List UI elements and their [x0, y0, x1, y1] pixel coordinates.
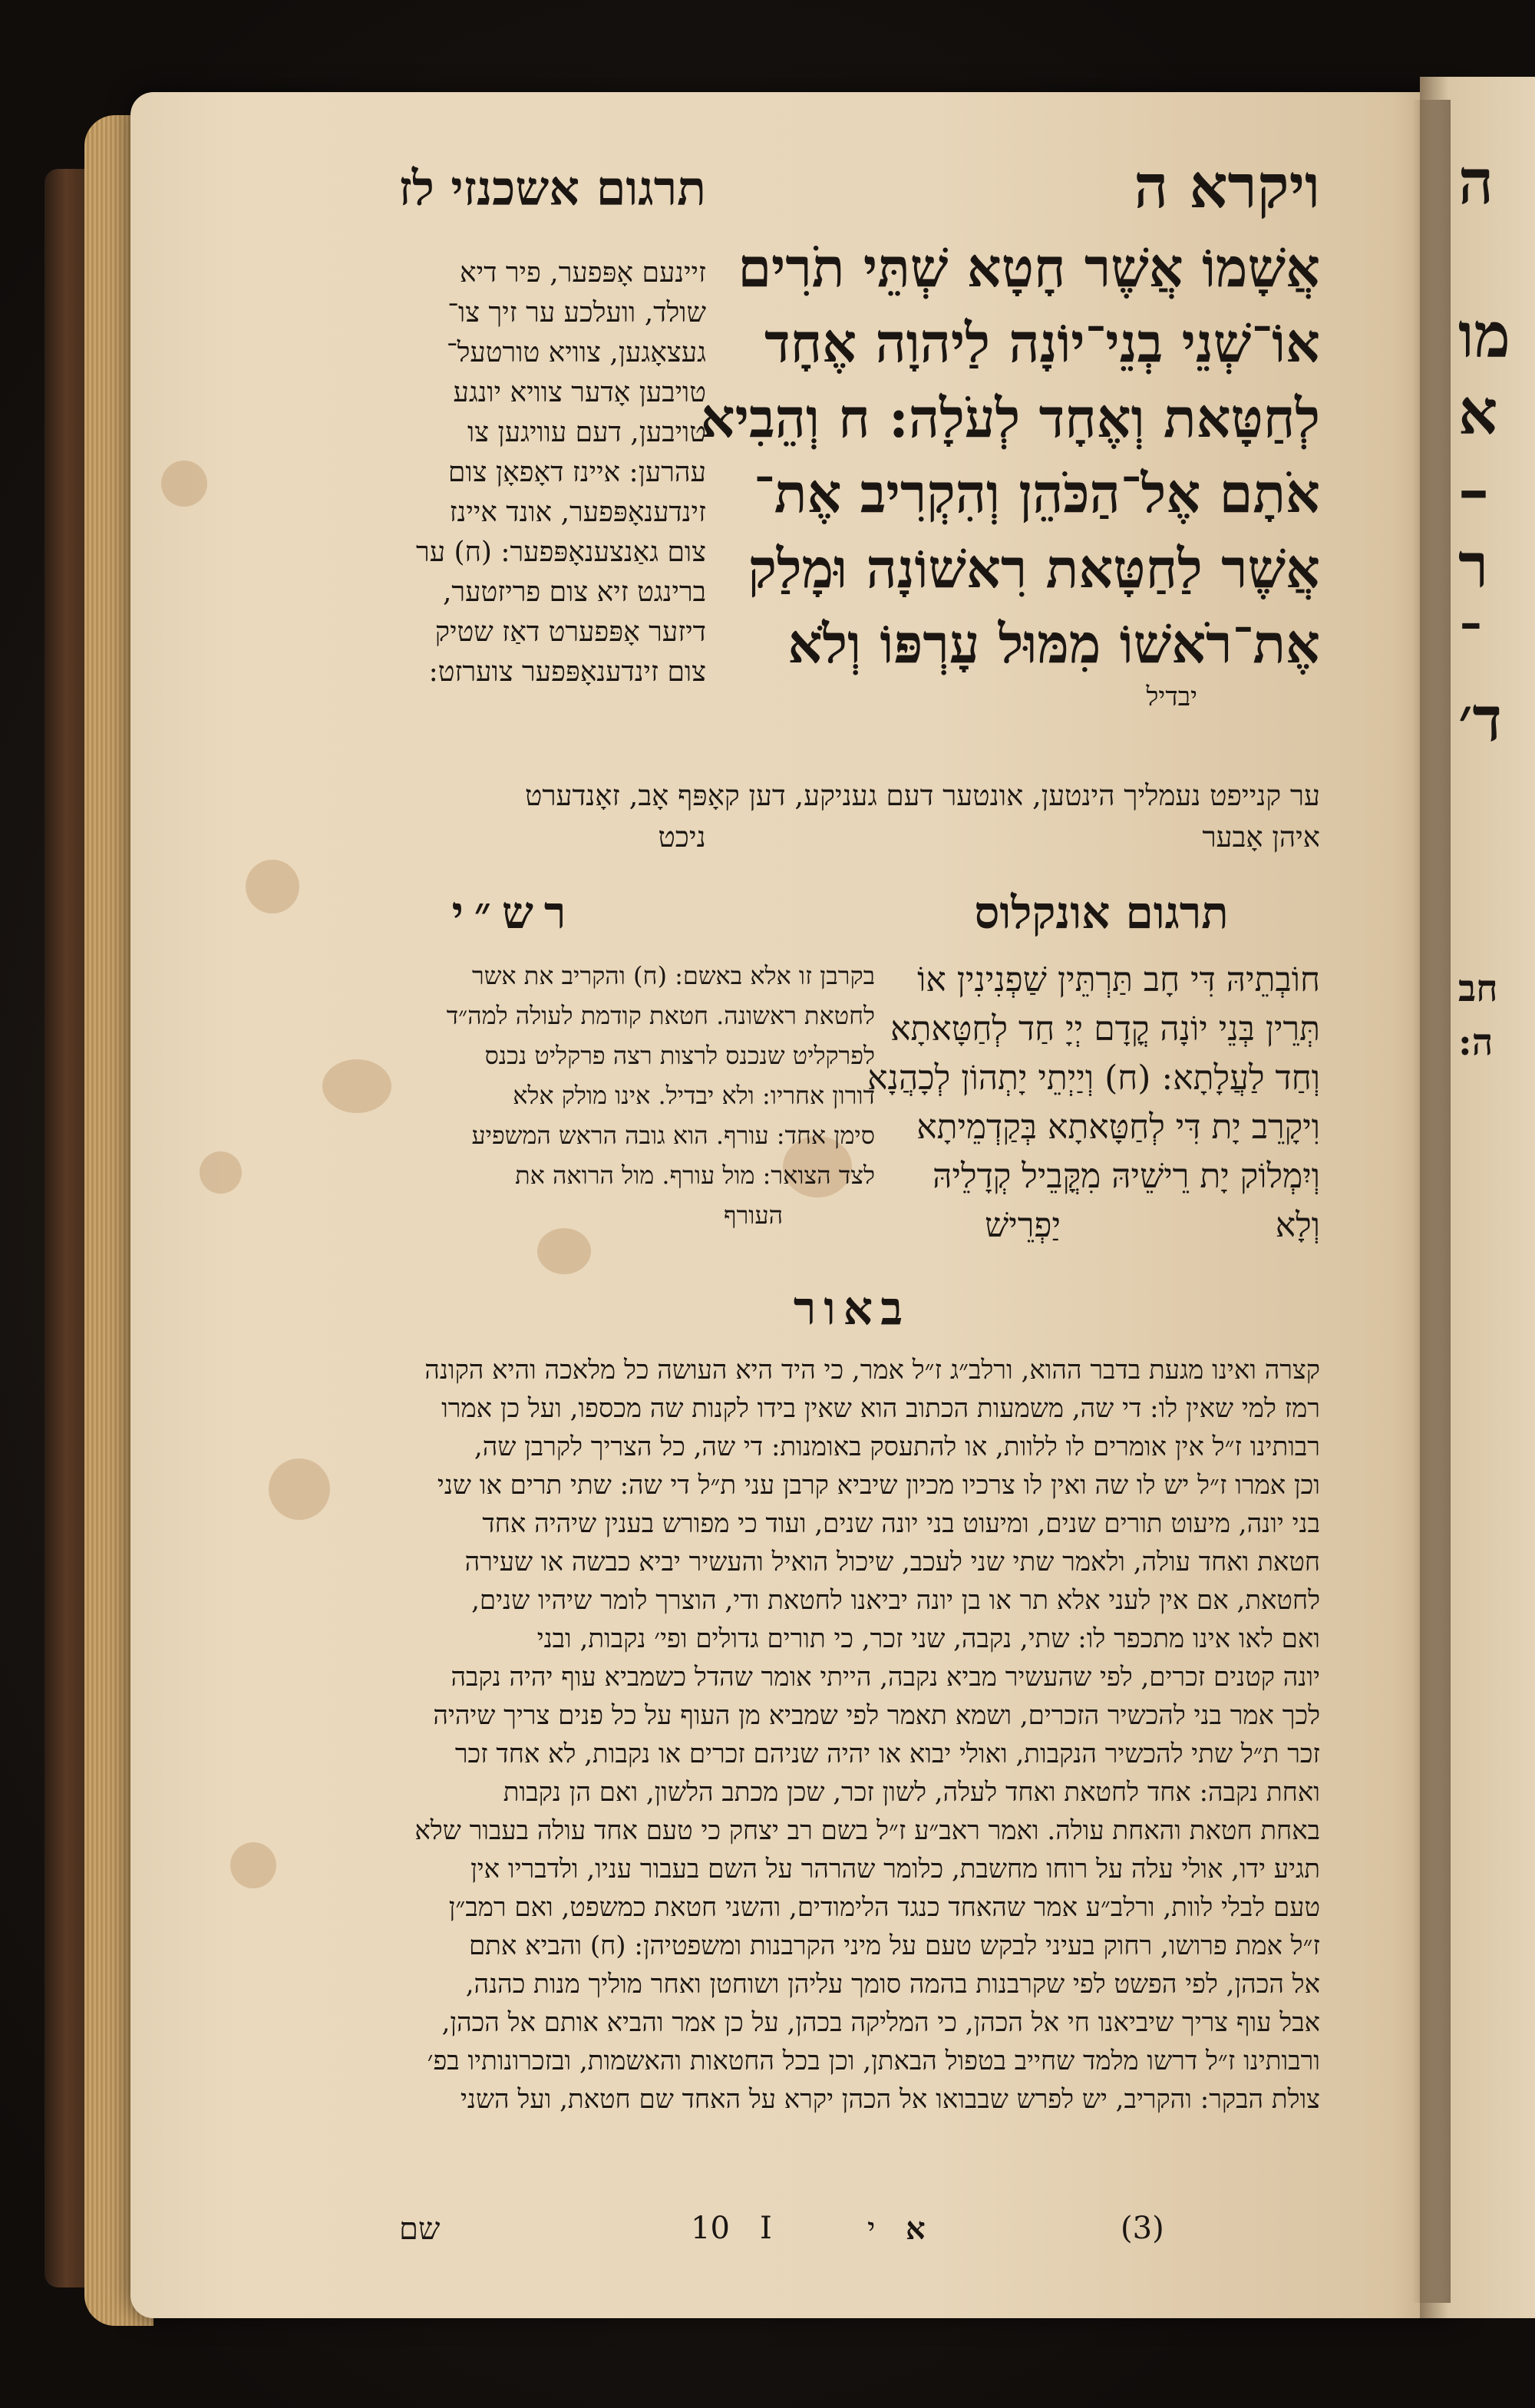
scripture-line: אֹתָם אֶל־הַכֹּהֵן וְהִקְרִיב אֶת־: [753, 461, 1320, 525]
biur-line: לחטאת, אם אין לעני אלא תר או בן יונה יביאנו לחטאת ודי, הוצרך לומר שיהיו שנים,: [471, 1585, 1320, 1616]
onkelos-line: חוֹבְתֵיהּ דִּי חָב תַּרְתֵּין שַׁפְנִינִין אוֹ: [917, 960, 1320, 999]
rashi-title: רש״י: [451, 887, 577, 939]
rashi-line: לפרקליט שנכנס לרצות רצה פרקליט נכנס: [484, 1041, 875, 1070]
page-gutter: [1412, 100, 1451, 2303]
biur-line: בני יונה, מיעוט תורים שנים, ומיעוט בני יונה שנים, ועוד כי מפורש בענין שיהיה אחד: [482, 1508, 1320, 1539]
stain: [246, 860, 299, 913]
stain: [161, 461, 207, 507]
facing-page-text: –: [1458, 453, 1489, 525]
rashi-line: דורון אחריו: ולא יבדיל. אינו מולק אלא: [513, 1081, 875, 1110]
rashi-line: סימן אחד: עורף. הוא גובה הראש המשפיע: [471, 1121, 875, 1150]
scripture-catchword: יבדיל: [1146, 682, 1197, 712]
facing-page-text: ־: [1458, 606, 1482, 679]
yiddish-line: עהרען: איינז דאָפאָן צום: [447, 457, 706, 488]
rashi-line: לחטאת ראשונה. חטאת קודמת לעולה למה״ד: [446, 1001, 875, 1030]
onkelos-title: תרגום אונקלוס: [974, 887, 1229, 939]
biur-commentary: [307, 1351, 1320, 2119]
page-footer: [384, 2211, 1243, 2257]
biur-line: ורבותינו ז״ל דרשו מלמד שחייב בטפול הבאתן, וכן בכל החטאות והאשמות, ובזכרונותיו בפ׳: [427, 2046, 1320, 2076]
biur-line: קצרה ואינו מגעת בדבר ההוא, ורלב״ג ז״ל אמר, כי היד היא העושה כל מלאכה והיא הקונה: [424, 1355, 1320, 1386]
yiddish-line: צום זינדענאָפּפער צוערזט:: [428, 656, 706, 688]
biur-line: אל הכהן, לפי הפשט לפי שקרבנות בהמה סומך עליהן ושוחטן ואחר מוליך מנות כהנה,: [465, 1969, 1320, 2000]
yiddish-line: טויבען אָדער צוויא יונגע: [453, 377, 706, 408]
signature-mark: I: [760, 2211, 772, 2246]
biur-line: באחת חטאת והאחת עולה. ואמר ראב״ע ז״ל בשם רב יצחק כי טעם אחד עולה בעבור שלא: [414, 1815, 1320, 1846]
stain: [537, 1228, 591, 1274]
biur-line: ז״ל אמת פרושו, רחוק בעיני לבקש טעם על מיני הקרבנות ומשפטיהן: (ח) והביא אתם: [468, 1931, 1320, 1961]
biur-line: וכן אמרו ז״ל יש לו שה ואין לו צרכיו מכיון שיביא קרבן עני ת״ל די שה: שתי תרים או שני: [437, 1470, 1320, 1501]
yiddish-line: שולד, וועלכע ער זיך צו־: [447, 297, 706, 329]
yiddish-continuation: [307, 775, 1320, 858]
biur-line: ואחת נקבה: אחד לחטאת ואחד לעלה, לשון זכר, שכן מכתב הלשון, ואם הן נקבות: [503, 1777, 1320, 1808]
running-head-book: ויקרא ה: [1134, 152, 1320, 222]
biur-line: יונה קטנים זכרים, לפי שהעשיר מביא נקבה, הייתי אומר שהדל כשמביא עוף יהיה נקבה: [451, 1662, 1320, 1693]
signature-number: (3): [1121, 2211, 1164, 2246]
yiddish-line: צום גאַנצענאָפּפער: (ח) ער: [416, 537, 706, 568]
facing-page-text: ד׳: [1458, 683, 1502, 755]
scripture-text: [700, 230, 1320, 712]
onkelos-line: וְלָא יַפְרֵישׁ: [985, 1206, 1320, 1245]
scripture-line: אוֹ־שְׁנֵי בְנֵי־יוֹנָה לַיהוָה אֶחָד: [764, 311, 1320, 375]
facing-page-text: חב: [1458, 967, 1498, 1010]
yiddish-line: זינדענאָפּפער, אונד איינז: [449, 497, 706, 528]
rashi-line: העורף: [724, 1201, 783, 1230]
stain: [230, 1842, 276, 1888]
rashi-line: לצד הצואר: מול עורף. מול הרואה את: [515, 1161, 875, 1190]
facing-page-text: ה:: [1458, 1021, 1494, 1064]
biur-line: לכך אמר בני להכשיר הזכרים, ושמא תאמר לפי שמביא מן העוף על כל פנים צריך שיהיה: [433, 1700, 1320, 1731]
rashi-commentary: [307, 956, 875, 1235]
facing-page-text: ר: [1458, 530, 1489, 602]
facing-page-text: א: [1458, 376, 1498, 448]
yiddish-line: זיינעם אָפּפער, פיר דיא: [460, 257, 706, 289]
yiddish-line: ברינגט זיא צום פריזטער,: [442, 576, 706, 608]
yiddish-line: געצאָגען, צוויא טורטעל־: [446, 337, 706, 368]
scripture-line: אֲשָׁמוֹ אֲשֶׁר חָטָא שְׁתֵּי תֹרִים: [738, 236, 1320, 299]
biur-line: תגיע ידו, אולי עלה על רוחו מחשבת, כלומר שהרהר על השם בעבור עניו, ולדבריו אין: [470, 1854, 1320, 1884]
rashi-line: בקרבן זו אלא באשם: (ח) והקריב את אשר: [471, 961, 875, 990]
yiddish-line: טויבען, דעם עוויגען צו: [467, 417, 706, 448]
biur-line: ואם לאו אינו מתכפר לו: שתי, נקבה, שני זכר, כי תורים גדולים ופי׳ נקבות, ובני: [536, 1624, 1320, 1654]
yiddish-line: איהן אָבער ניכט: [658, 821, 1320, 854]
biur-line: רבותינו ז״ל אין אומרים לו ללוות, או להתעסק באומנות: די שה, כל הצריך לקרבן שה,: [474, 1432, 1320, 1462]
facing-page-text: ה: [1458, 146, 1494, 218]
biur-line: חטאת ואחד עולה, ולאמר שתי שני לעכב, שיכול הואיל והעשיר יביא כבשה או שעירה: [464, 1547, 1320, 1577]
biur-title: באור: [793, 1282, 911, 1336]
scripture-line: אֲשֶׁר לַחַטָּאת רִאשׁוֹנָה וּמָלַק: [748, 537, 1320, 600]
biur-line: אבל עוף צריך שיביאנו חי אל הכהן, כי המליקה בכהן, על כן אמר והביא אותם אל הכהן,: [441, 2007, 1320, 2038]
signature-mark: י: [867, 2211, 876, 2247]
onkelos-line: וְחַד לַעֲלָתָא: (ח) וְיַיְתֵי יָתְהוֹן לְכָהֲנָא: [867, 1059, 1320, 1098]
facing-page-text: מו: [1458, 299, 1510, 372]
signature-mark: 10: [691, 2211, 730, 2246]
biur-line: צולת הבקר: והקריב, יש לפרש שבבואו אל הכהן יקרא על האחד שם חטאת, ועל השני: [460, 2084, 1320, 2115]
signature-mark: א: [906, 2211, 926, 2247]
onkelos-text: [867, 956, 1320, 1250]
onkelos-line: וִיקָרֵב יָת דִּי לְחַטָּאתָא בְּקַדְמֵיתָא: [916, 1108, 1320, 1147]
yiddish-line: דיזער אָפּפערט דאַז שטיק: [434, 616, 706, 648]
running-head-translation: תרגום אשכנזי לז: [398, 160, 706, 216]
catchword: שם: [399, 2211, 441, 2247]
onkelos-line: וְיִמְלוֹק יָת רֵישֵׁיהּ מִקֳּבֵיל קְדָלֵיהּ: [933, 1157, 1320, 1196]
biur-line: רמז למי שאין לו: די שה, משמעות הכתוב הוא שאין בידו לקנות שה מכספו, ועל כן אמרו: [441, 1393, 1320, 1424]
scripture-line: לְחַטָּאת וְאֶחָד לְעֹלָה: ח וְהֵבִיא: [700, 386, 1320, 450]
stain: [200, 1151, 242, 1194]
biur-line: טעם לבלי לוות, ורלב״ע אמר שהאחד כנגד הלימודים, והשני חטאת כמשפט, ואם רמב״ן: [448, 1892, 1320, 1923]
onkelos-line: תְּרֵין בְּנֵי יוֹנָה קֳדָם יְיָ חַד לְחַטָּאתָא: [890, 1009, 1320, 1049]
scripture-line: אֶת־רֹאשׁוֹ מִמּוּל עָרְפּוֹ וְלֹא: [787, 612, 1320, 675]
yiddish-translation: [307, 253, 706, 692]
yiddish-line: ער קנייפט נעמליך הינטען, אונטער דעם געניקע, דען קאָפּף אָב, זאָנדערט: [525, 779, 1320, 812]
biur-line: זכר ת״ל שתי להכשיר הנקבות, ואולי יבוא או יהיה שניהם זכרים או נקבות, לא אחד זכר: [454, 1739, 1320, 1769]
